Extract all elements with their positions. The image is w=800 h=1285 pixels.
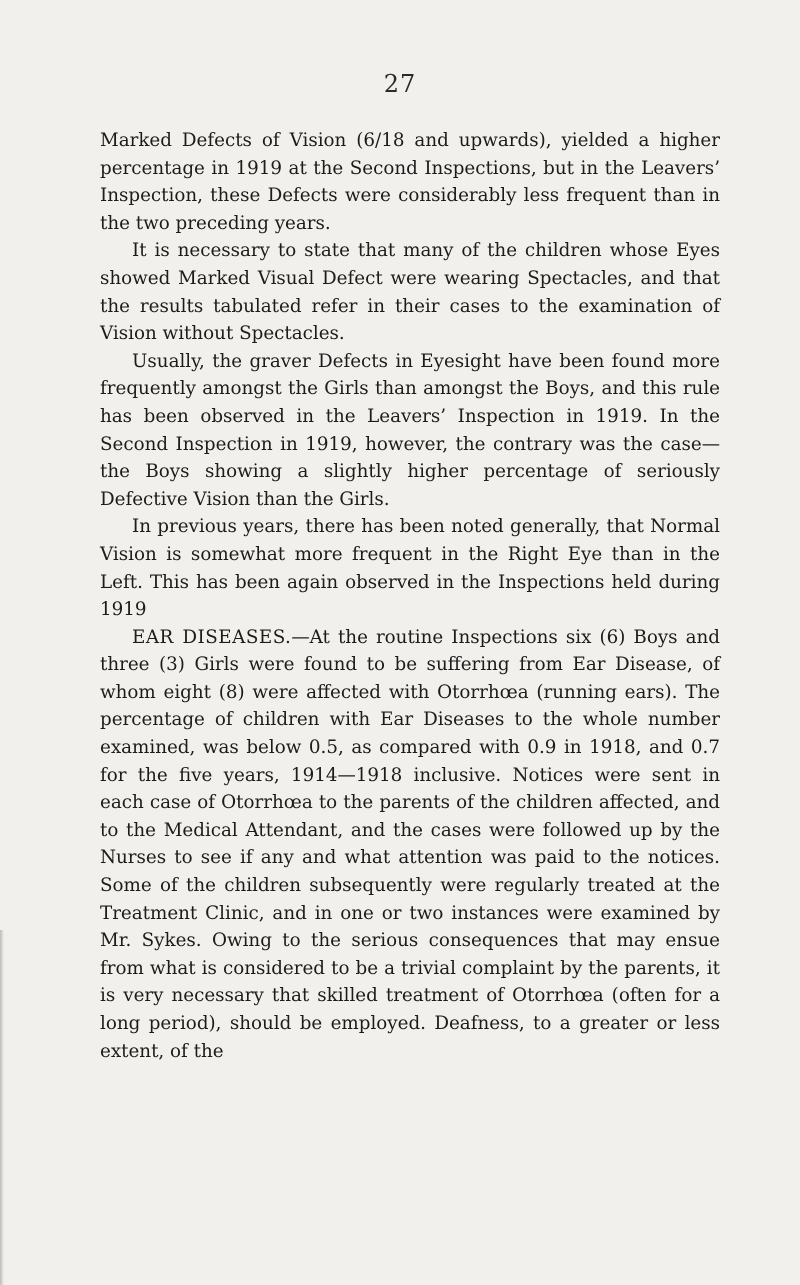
paragraph-vision-defects: Marked Defects of Vision (6/18 and upwards), yielded a higher percentage in 1919 at the Second Inspections, but in the Leavers’ Inspection, these Defects were considerably less frequent than in the two preceding years. — [100, 130, 720, 234]
page-number: 27 — [383, 70, 417, 98]
section-heading-ear-diseases: EAR DISEASES. — [132, 626, 292, 648]
scan-edge-shadow — [0, 930, 4, 1285]
ear-diseases-text: —At the routine Inspections six (6) Boys and three (3) Girls were found to be suffering from Ear Disease, of whom eight (8) were affected with Otorrhœa (running ears). The percentage of children with Ear Diseases to the whole number examined, was below 0.5, as compared with 0.9 in 1918, and 0.7 for the five years, 1914—1918 inclusive. Notices were sent in each case of Otorrhœa to the parents of the children affected, and to the Medical Attendant, and the cases were followed up by the Nurses to see if any and what attention was paid to the notices. Some of the children subsequently were regularly treated at the Treatment Clinic, and in one or two instances were examined by Mr. Sykes. Owing to the serious consequences that may ensue from what is considered to be a trivial complaint by the parents, it is very necessary that skilled treatment of Otorrhœa (often for a long period), should be employed. Deafness, to a greater or less extent, of the — [100, 626, 720, 1062]
paragraph-girls-boys: Usually, the graver Defects in Eyesight have been found more frequently amongst the Girls than amongst the Boys, and this rule has been observed in the Leavers’ Inspection in 1919. In the Second Inspection in 1919, however, the contrary was the case—the Boys showing a slightly higher percentage of seriously Defective Vision than the Girls. — [100, 350, 720, 510]
paragraph-right-eye: In previous years, there has been noted generally, that Normal Vision is somewhat more frequent in the Right Eye than in the Left. This has been again observed in the Inspections held during 1919 — [100, 516, 720, 621]
paragraph-spectacles: It is necessary to state that many of the children whose Eyes showed Marked Visual Defect were wearing Spectacles, and that the results tabulated refer in their cases to the examination of Vision without Spectacles. — [100, 240, 720, 345]
paragraph-ear-diseases — [100, 624, 720, 1066]
body-text — [100, 127, 720, 1065]
